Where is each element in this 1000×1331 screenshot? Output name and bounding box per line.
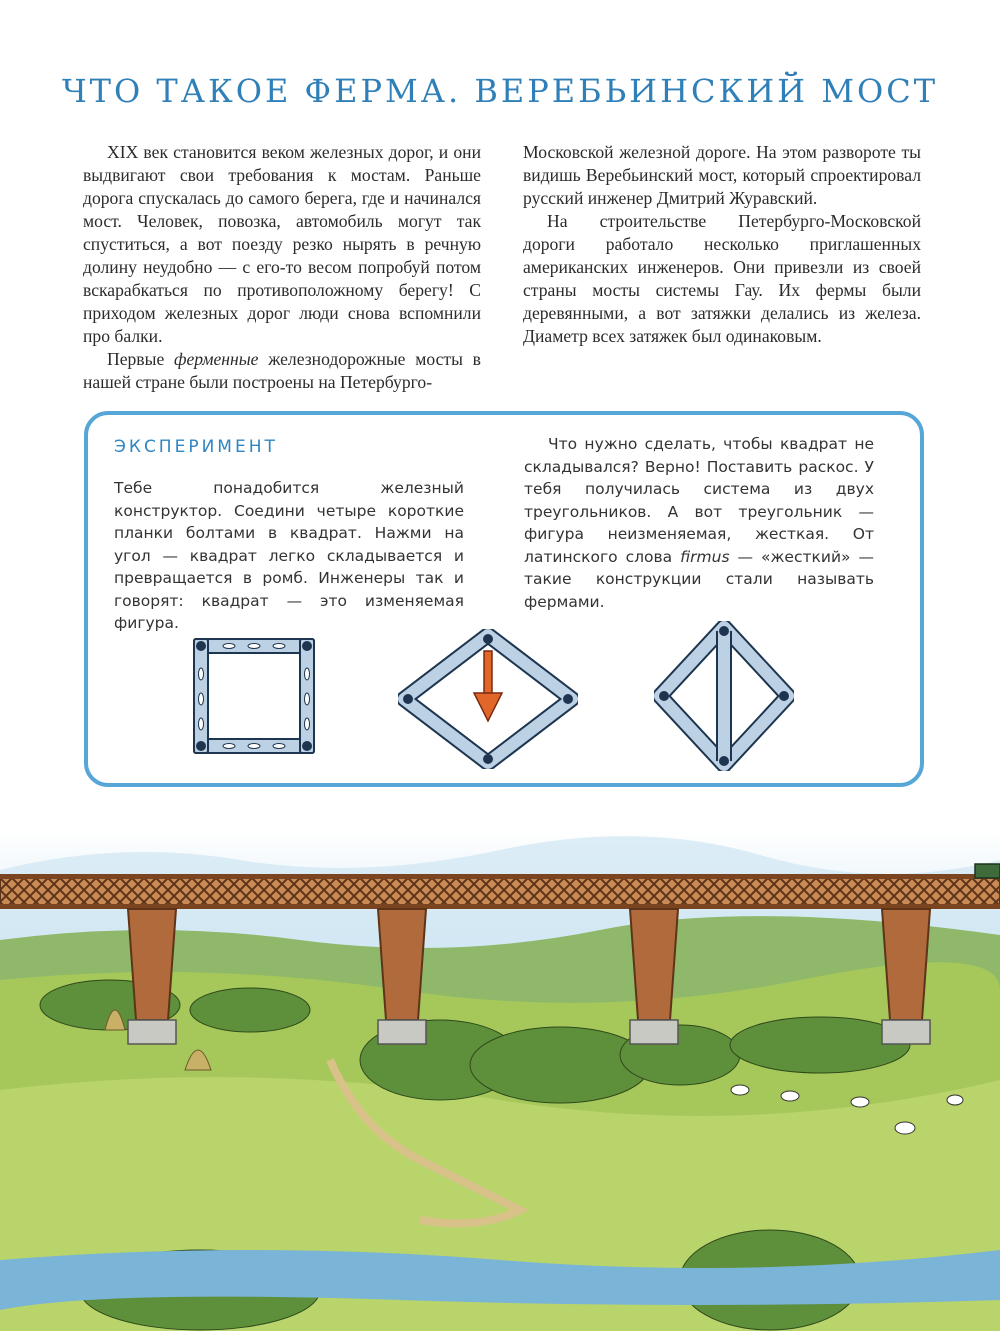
- paragraph: Первые ферменные железнодорожные мосты в нашей стране были построены на Петербурго-: [83, 349, 481, 392]
- square-figure: [184, 629, 324, 763]
- braced-rhombus-figure: [654, 621, 794, 771]
- arrow-down-icon: [474, 651, 502, 721]
- text-column-right: [523, 141, 921, 348]
- page-title: ЧТО ТАКОЕ ФЕРМА. ВЕРЕБЬИНСКИЙ МОСТ: [61, 72, 939, 110]
- experiment-text-right: Что нужно сделать, чтобы квадрат не складывался? Верно! Поставить раскос. У тебя получилась система из двух треугольников. А вот треугольник — фигура неизменяемая, жесткая. От латинского слова firmus — «жесткий» — такие конструкции стали называть фермами.: [524, 435, 874, 611]
- text-column-left: [83, 141, 481, 394]
- bridge-landscape-illustration: [0, 830, 1000, 1331]
- paragraph: Московской железной дороге. На этом развороте ты видишь Веребьинский мост, который спроектировал русский инженер Дмитрий Журавский.: [523, 142, 921, 208]
- experiment-box: [84, 411, 924, 787]
- rhombus-figure: [398, 629, 578, 769]
- experiment-heading: ЭКСПЕРИМЕНТ: [114, 437, 278, 457]
- paragraph: На строительстве Петербурго-Московской дороги работало несколько приглашенных американских инженеров. Они привезли из своей страны мосты системы Гау. Их фермы были деревянными, а вот затяжки делались из железа. Диаметр всех затяжек был одинаковым.: [523, 211, 921, 346]
- experiment-text-left: Тебе понадобится железный конструктор. Соедини четыре короткие планки болтами в квадрат. Нажми на угол — квадрат легко складывается и превращается в ромб. Инженеры так и говорят: квадрат — это изменяемая фигура.: [114, 479, 464, 632]
- paragraph: XIX век становится веком железных дорог, и они выдвигают свои требования к мостам. Раньше дорога спускалась до самого берега, где и начинался мост. Человек, повозка, автомобиль могут так спуститься, а вот поезду резко нырять в речную долину неудобно — с его-то весом попробуй потом вскарабкаться по противоположному берегу! С приходом железных дорог люди снова вспомнили про балки.: [83, 142, 481, 346]
